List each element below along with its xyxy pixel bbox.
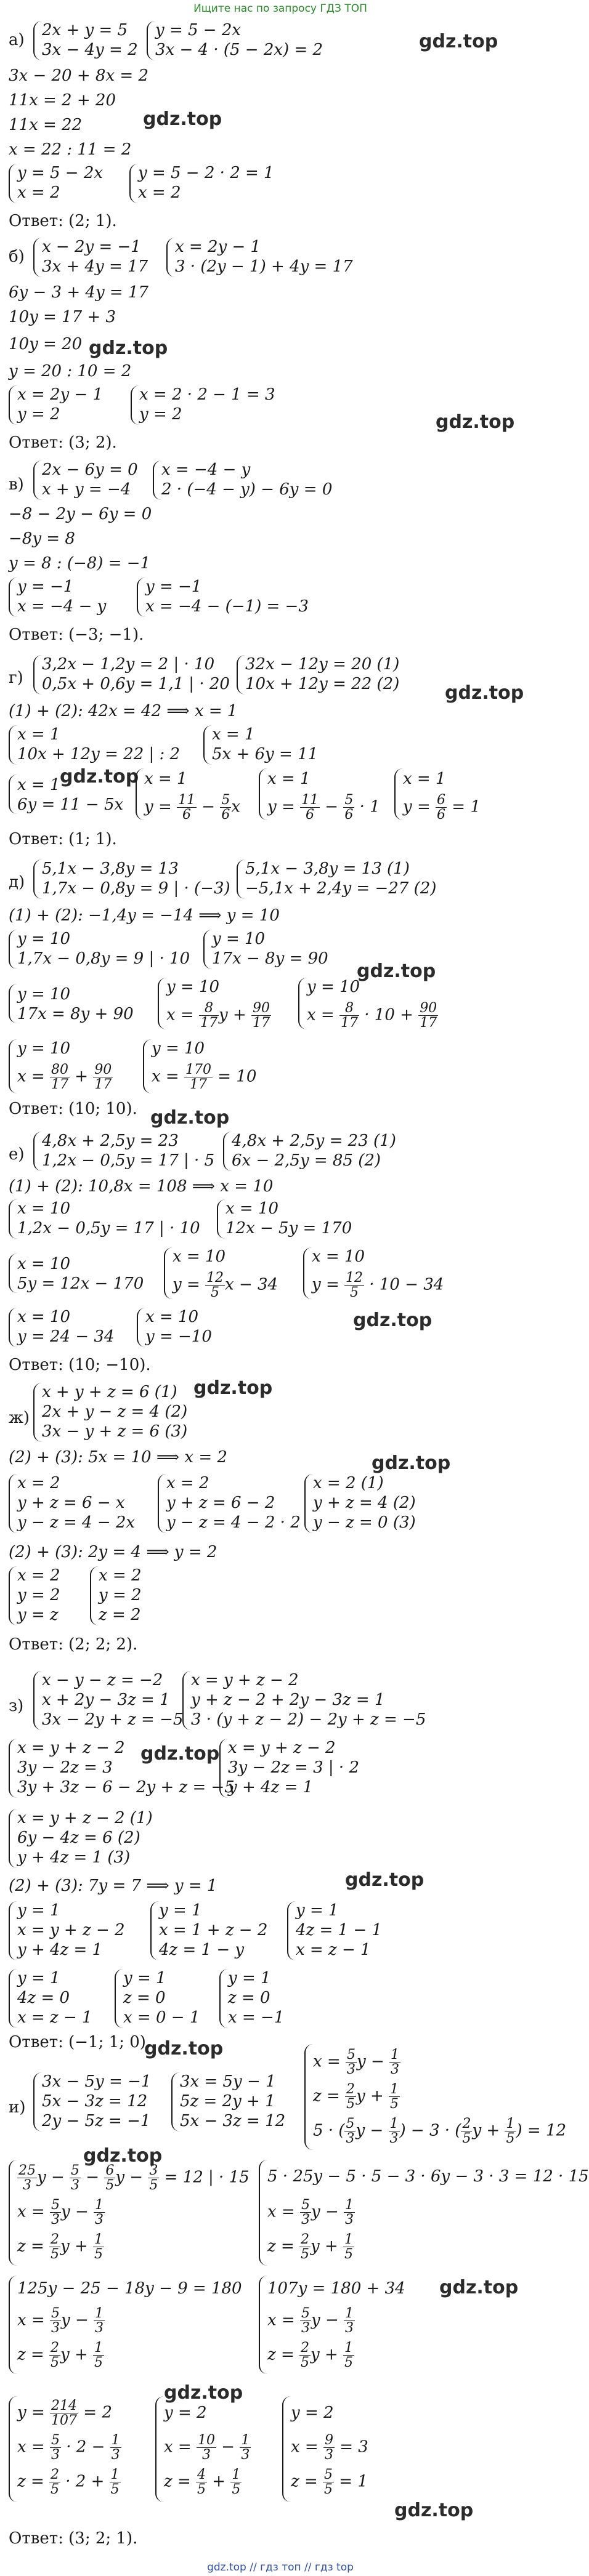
equation-line: 11x = 22 <box>9 116 83 134</box>
equation-system: 3x − 5y = −1 5x − 3z = 12 2y − 5z = −1 <box>33 2072 175 2131</box>
part-label: а) <box>9 31 25 49</box>
header-banner: Ищите нас по запросу ГДЗ ТОП <box>193 2 367 15</box>
equation-system: 2x − 6y = 0 x + y = −4 <box>33 461 169 500</box>
equation-system: x = 1 y = $\frac{11}{6}$ − $\frac{5}{6}$ · 1 <box>259 768 382 820</box>
watermark: gdz.top <box>60 766 139 787</box>
equation-system: x = y + z − 2 y + z − 2 + 2y − 3z = 1 3 · (y + z − 2) − 2y + z = −5 <box>182 1671 435 1730</box>
equation-system: 2x + y = 5 3x − 4y = 2 <box>33 21 169 60</box>
part-label: б) <box>9 248 25 266</box>
equation-system: 32x − 12y = 20 (1) 10x + 12y = 22 (2) <box>237 655 421 694</box>
equation-system: 4,8x + 2,5y = 23 (1) 6x − 2,5y = 85 (2) <box>223 1132 420 1171</box>
equation-line: −8y = 8 <box>9 529 75 548</box>
equation-system: x = 10 y = $\frac{12}{5}$ x − 34 <box>164 1247 293 1299</box>
equation-system: x = 10 y = $\frac{12}{5}$ · 10 − 34 <box>303 1247 445 1299</box>
answer: Ответ: (10; 10). <box>9 1100 137 1118</box>
equation-system: y = 10 17x = 8y + 90 <box>9 984 144 1023</box>
watermark: gdz.top <box>419 31 498 52</box>
equation-system: x − y − z = −2 x + 2y − 3z = 1 3x − 2y + z = −5 <box>33 1671 187 1730</box>
equation-line: (2) + (3): 7y = 7 ⟹ y = 1 <box>9 1877 217 1895</box>
equation-system: x = 1 y = $\frac{6}{6}$ = 1 <box>394 768 518 820</box>
equation-line: 11x = 2 + 20 <box>9 91 116 110</box>
equation-line: 10y = 20 <box>9 335 83 353</box>
equation-line: −8 − 2y − 6y = 0 <box>9 505 152 523</box>
equation-system: y = 1 x = 1 + z − 2 4z = 1 − y <box>150 1901 286 1960</box>
part-label: и) <box>9 2098 26 2117</box>
equation-system: x = 10 12x − 5y = 170 <box>217 1199 377 1239</box>
watermark: gdz.top <box>436 411 515 433</box>
watermark: gdz.top <box>353 1310 433 1331</box>
watermark: gdz.top <box>164 2382 243 2404</box>
equation-system: x − 2y = −1 3x + 4y = 17 <box>33 238 169 277</box>
equation-system: y = 10 x = $\frac{80}{17}$ + $\frac{90}{17}$ <box>9 1039 126 1093</box>
equation-system: 5,1x − 3,8y = 13 (1) −5,1x + 2,4y = −27 (2) <box>237 859 446 899</box>
equation-system: y = 2 x = $\frac{9}{3}$ = 3 z = $\frac{5}{5}$ = 1 <box>282 2396 393 2502</box>
equation-system: x = 10 y = 24 − 34 <box>9 1308 132 1347</box>
equation-system: y = 1 z = 0 x = 0 − 1 <box>115 1969 219 2028</box>
equation-system: 5,1x − 3,8y = 13 1,7x − 0,8y = 9 | · (−3) <box>33 859 243 899</box>
answer: Ответ: (10; −10). <box>9 1356 151 1374</box>
equation-system: y = $\frac{214}{107}$ = 2 x = $\frac{5}{3}$ · 2 − $\frac{1}{3}$ z = $\frac{2}{5}$ · 2 + $\frac{1}{5}$ <box>9 2396 156 2502</box>
equation-line: (1) + (2): −1,4y = −14 ⟹ y = 10 <box>9 906 280 925</box>
equation-system: y = 5 − 2x x = 2 <box>9 164 132 203</box>
equation-line: 10y = 17 + 3 <box>9 308 116 326</box>
watermark: gdz.top <box>140 1743 220 1765</box>
equation-system: y = 1 4z = 0 x = z − 1 <box>9 1969 107 2028</box>
watermark: gdz.top <box>445 682 524 704</box>
equation-system: 107y = 180 + 34 x = $\frac{5}{3}$ y − $\frac{1}{3}$ z = $\frac{2}{5}$ y + $\frac{1}{5}$ <box>259 2276 419 2374</box>
equation-system: x = 1 6y = 11 − 5x <box>9 775 132 814</box>
equation-system: y = 1 x = y + z − 2 y + 4z = 1 <box>9 1901 144 1960</box>
equation-system: x = 2y − 1 y = 2 <box>9 385 132 425</box>
equation-system: x = 10 y = −10 <box>137 1308 235 1347</box>
equation-system: 3x = 5y − 1 5z = 2y + 1 5x − 3z = 12 <box>171 2072 313 2131</box>
equation-system: $\frac{25}{3}$ y − $\frac{5}{3}$ − $\frac{6}{5}$ y − $\frac{3}{5}$ = 12 | · 15 x = $\frac{5}{3}$ y − $\frac{1}{3}$ z = $\frac{2}{5}$ y + $\frac{1}{5}$ <box>9 2160 267 2266</box>
equation-system: x = 2 y = 2 y = z <box>9 1566 95 1625</box>
equation-system: x = −4 − y 2 · (−4 − y) − 6y = 0 <box>153 461 350 500</box>
watermark: gdz.top <box>144 2038 224 2059</box>
watermark: gdz.top <box>150 1107 230 1129</box>
part-label: з) <box>9 1697 24 1715</box>
equation-system: y = 10 x = $\frac{170}{17}$ = 10 <box>143 1039 266 1093</box>
equation-line: y = 8 : (−8) = −1 <box>9 554 151 573</box>
answer: Ответ: (2; 1). <box>9 212 117 230</box>
watermark: gdz.top <box>372 1452 451 1474</box>
equation-system: x = y + z − 2 3y − 2z = 3 | · 2 y + 4z = 1 <box>219 1739 380 1798</box>
watermark: gdz.top <box>394 2500 474 2521</box>
equation-line: x = 22 : 11 = 2 <box>9 140 132 159</box>
equation-system: y = 10 x = $\frac{8}{17}$ · 10 + $\frac{90}{17}$ <box>298 978 440 1029</box>
equation-system: x = 10 5y = 12x − 170 <box>9 1254 169 1293</box>
watermark: gdz.top <box>89 337 168 359</box>
equation-line: (2) + (3): 2y = 4 ⟹ y = 2 <box>9 1543 217 1561</box>
equation-system: x = 2y − 1 3 · (2y − 1) + 4y = 17 <box>166 238 364 277</box>
answer: Ответ: (2; 2; 2). <box>9 1635 138 1654</box>
equation-system: y = −1 x = −4 − y <box>9 578 132 617</box>
equation-system: x = 2 y + z = 6 − 2 y − z = 4 − 2 · 2 <box>158 1474 312 1533</box>
watermark: gdz.top <box>83 2145 163 2167</box>
equation-system: x = 2 y = 2 z = 2 <box>90 1566 176 1625</box>
equation-system: x = y + z − 2 3y − 2z = 3 3y + 3z − 6 − 2y + z = −5 <box>9 1739 218 1798</box>
equation-system: x = 2 y + z = 6 − x y − z = 4 − 2x <box>9 1474 150 1533</box>
equation-system: x = 1 10x + 12y = 22 | : 2 <box>9 725 193 765</box>
equation-system: y = 5 − 2 · 2 = 1 x = 2 <box>129 164 277 203</box>
equation-line: 6y − 3 + 4y = 17 <box>9 283 149 302</box>
equation-system: x = 2 (1) y + z = 4 (2) y − z = 0 (3) <box>304 1474 458 1533</box>
watermark: gdz.top <box>143 108 222 130</box>
watermark: gdz.top <box>345 1869 424 1891</box>
equation-system: y = −1 x = −4 − (−1) = −3 <box>137 578 309 617</box>
answer: Ответ: (−1; 1; 0). <box>9 2033 152 2051</box>
footer-links: gdz.top // гдз топ // гдз top <box>207 2561 354 2574</box>
equation-system: x = $\frac{5}{3}$ y − $\frac{1}{3}$ z = $\frac{2}{5}$ y + $\frac{1}{5}$ 5 · ( $\frac{5}{3}$ y − $\frac{1}{3}$ ) − 3 · ( $\frac{2}{5}$ y + $\frac{1}{5}$ ) = 12 <box>304 2044 557 2150</box>
equation-system: y = 10 17x − 8y = 90 <box>203 930 339 969</box>
equation-system: 4,8x + 2,5y = 23 1,2x − 0,5y = 17 | · 5 <box>33 1132 230 1171</box>
equation-line: (2) + (3): 5x = 10 ⟹ x = 2 <box>9 1448 227 1467</box>
equation-line: (1) + (2): 42x = 42 ⟹ x = 1 <box>9 702 238 720</box>
equation-system: 125y − 25 − 18y − 9 = 180 x = $\frac{5}{3}$ y − $\frac{1}{3}$ z = $\frac{2}{5}$ y + $\frac{1}{5}$ <box>9 2276 255 2374</box>
equation-system: x = y + z − 2 (1) 6y − 4z = 6 (2) y + 4z = 1 (3) <box>9 1809 193 1868</box>
equation-system: 5 · 25y − 5 · 5 − 3 · 6y − 3 · 3 = 12 · 15 x = $\frac{5}{3}$ y − $\frac{1}{3}$ z = $\frac{2}{5}$ y + $\frac{1}{5}$ <box>259 2160 557 2266</box>
part-label: д) <box>9 873 25 892</box>
watermark: gdz.top <box>193 1377 273 1399</box>
part-label: г) <box>9 669 23 687</box>
answer: Ответ: (3; 2). <box>9 433 117 452</box>
part-label: ж) <box>9 1409 30 1427</box>
equation-system: 3,2x − 1,2y = 2 | · 10 0,5x + 0,6y = 1,1 | · 20 <box>33 655 237 694</box>
equation-system: x = 1 5x + 6y = 11 <box>203 725 339 765</box>
watermark: gdz.top <box>357 960 436 982</box>
part-label: в) <box>9 475 24 494</box>
equation-system: y = 10 x = $\frac{8}{17}$ y + $\frac{90}{17}$ <box>158 978 275 1029</box>
equation-line: (1) + (2): 10,8x = 108 ⟹ x = 10 <box>9 1177 274 1196</box>
equation-system: x + y + z = 6 (1) 2x + y − z = 4 (2) 3x − y + z = 6 (3) <box>33 1383 218 1442</box>
equation-system: x = 1 y = $\frac{11}{6}$ − $\frac{5}{6}$ x <box>136 768 246 820</box>
equation-system: y = 5 − 2x 3x − 4 · (5 − 2x) = 2 <box>147 21 344 60</box>
equation-system: y = 10 1,7x − 0,8y = 9 | · 10 <box>9 930 193 969</box>
equation-system: y = 1 z = 0 x = −1 <box>219 1969 312 2028</box>
part-label: е) <box>9 1145 25 1164</box>
equation-line: 3x − 20 + 8x = 2 <box>9 66 148 85</box>
equation-system: x = 10 1,2x − 0,5y = 17 | · 10 <box>9 1199 206 1239</box>
answer: Ответ: (3; 2; 1). <box>9 2529 138 2548</box>
equation-system: y = 2 x = $\frac{10}{3}$ − $\frac{1}{3}$ z = $\frac{4}{5}$ + $\frac{1}{5}$ <box>155 2396 278 2502</box>
equation-line: y = 20 : 10 = 2 <box>9 362 132 380</box>
answer: Ответ: (−3; −1). <box>9 626 144 644</box>
equation-system: x = 2 · 2 − 1 = 3 y = 2 <box>131 385 278 425</box>
equation-system: y = 1 4z = 1 − 1 x = z − 1 <box>287 1901 410 1960</box>
answer: Ответ: (1; 1). <box>9 830 117 848</box>
watermark: gdz.top <box>439 2277 519 2298</box>
